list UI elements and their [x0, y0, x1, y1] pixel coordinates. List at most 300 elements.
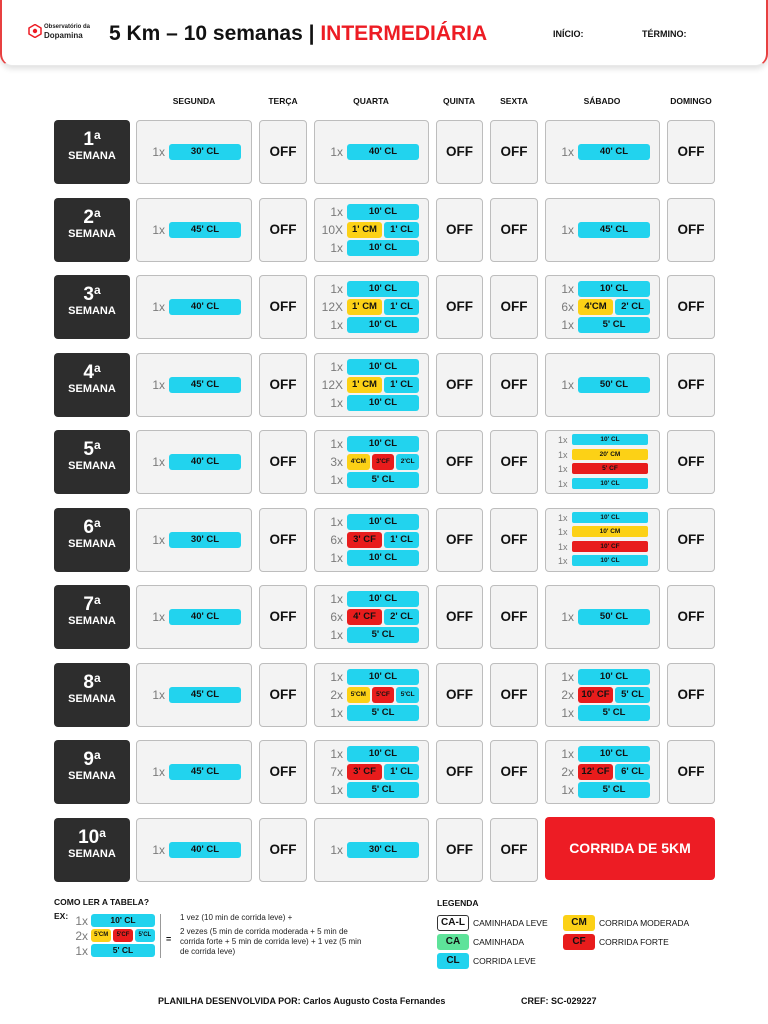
off-cell-ter: OFF — [259, 275, 307, 339]
repeat-count: 7x — [330, 765, 343, 779]
logo-mark-icon — [28, 24, 42, 38]
off-cell-sex: OFF — [490, 120, 538, 184]
week-number-value: 6 — [83, 516, 94, 538]
workout-pill-cf: 3' CF — [347, 764, 382, 780]
repeat-count: 1x — [558, 527, 568, 537]
workout-pill-cl: 30' CL — [169, 144, 241, 160]
week-label-7 — [54, 585, 130, 649]
repeat-count: 1x — [330, 514, 343, 529]
repeat-count: 1x — [152, 610, 165, 624]
workout-pill-cl: 40' CL — [578, 144, 650, 160]
repeat-count: 1x — [330, 240, 343, 255]
workout-pill-cf: 10' CF — [572, 541, 648, 552]
off-cell-qui: OFF — [436, 663, 483, 727]
legend-label: CORRIDA LEVE — [473, 956, 536, 966]
session-row — [315, 842, 428, 858]
footer-cref: CREF: SC-029227 — [521, 996, 597, 1006]
week-number-value: 8 — [83, 671, 94, 693]
off-cell-dom: OFF — [667, 585, 715, 649]
repeat-count: 1x — [152, 377, 165, 392]
off-cell-qui: OFF — [436, 508, 483, 572]
off-cell-ter: OFF — [259, 818, 307, 882]
workout-pill-cl: 45' CL — [169, 764, 241, 780]
day-cell-qua — [314, 663, 429, 727]
workout-pill-cf: 3'CF — [372, 454, 395, 470]
workout-pill-cl: 1' CL — [384, 222, 419, 238]
workout-pill-cl: 5' CL — [578, 782, 650, 798]
repeat-count: 1x — [330, 282, 343, 296]
week-number — [54, 207, 130, 228]
week-number — [54, 284, 130, 305]
session-row — [137, 687, 251, 703]
week-ordinal: a — [93, 283, 101, 297]
workout-pill-cl: 10' CL — [347, 240, 419, 256]
repeat-count: 1x — [330, 204, 343, 219]
session-row — [137, 377, 251, 393]
repeat-count: 1x — [152, 222, 165, 237]
workout-pill-cl: 10' CL — [572, 434, 648, 445]
workout-pill-cm: 4'CM — [578, 299, 613, 315]
off-cell-ter: OFF — [259, 120, 307, 184]
workout-pill-cl: 10' CL — [578, 669, 650, 685]
day-header-0: SEGUNDA — [172, 96, 216, 106]
page-title — [109, 22, 487, 46]
workout-pill-cf: 5'CF — [113, 929, 133, 942]
workout-pill-cl: 1' CL — [384, 764, 419, 780]
session-row — [315, 591, 428, 607]
example-row — [70, 914, 156, 928]
off-cell-sex: OFF — [490, 740, 538, 804]
logo-line2: Dopamina — [44, 31, 83, 40]
legend-item-cm — [563, 915, 693, 931]
repeat-count: 1x — [152, 687, 165, 702]
workout-pill-cm: 1' CM — [347, 222, 382, 238]
repeat-count: 1x — [561, 377, 574, 392]
repeat-count: 1x — [561, 222, 574, 237]
workout-pill-cl: 5' CL — [347, 627, 419, 643]
workout-pill-cl: 5'CL — [396, 687, 419, 703]
off-cell-dom: OFF — [667, 430, 715, 494]
day-cell-qua — [314, 275, 429, 339]
workout-pill-cl: 5' CL — [347, 782, 419, 798]
day-cell-sab — [545, 430, 660, 494]
day-cell-sab — [545, 663, 660, 727]
off-cell-qui: OFF — [436, 740, 483, 804]
session-row — [315, 454, 428, 470]
legend-label: CAMINHADA — [473, 937, 525, 947]
workout-pill-cl: 2' CL — [615, 299, 650, 315]
workout-pill-cl: 10' CL — [347, 204, 419, 220]
day-header-6: DOMINGO — [670, 96, 712, 106]
day-cell-sab — [545, 353, 660, 417]
repeat-count: 1x — [330, 318, 343, 332]
session-row — [546, 281, 659, 297]
legend-item-ca — [437, 934, 567, 950]
repeat-count: 3x — [330, 455, 343, 469]
session-row — [315, 359, 428, 375]
session-row — [315, 144, 428, 160]
workout-pill-cf: 3' CF — [347, 532, 382, 548]
week-number — [54, 749, 130, 770]
race-cell: CORRIDA DE 5KM — [545, 817, 715, 880]
session-row — [137, 454, 251, 470]
howto-ex-label: EX: — [54, 911, 69, 921]
off-cell-ter: OFF — [259, 740, 307, 804]
repeat-count: 1x — [561, 705, 574, 720]
example-row — [70, 944, 156, 958]
repeat-count: 2x — [75, 929, 88, 943]
workout-pill-cm: 5'CM — [91, 929, 111, 942]
workout-pill-cl: 40' CL — [169, 454, 241, 470]
repeat-count: 6x — [330, 532, 343, 547]
week-number-value: 7 — [83, 594, 94, 615]
session-row — [546, 512, 659, 524]
repeat-count: 1x — [558, 556, 568, 566]
workout-pill-cf: 4' CF — [347, 609, 382, 625]
workout-pill-cl: 50' CL — [578, 377, 650, 393]
workout-pill-cl: 10' CL — [347, 317, 419, 333]
day-header-2: QUARTA — [353, 96, 389, 106]
session-row — [546, 478, 659, 490]
workout-pill-cl: 1' CL — [384, 532, 419, 548]
week-number — [54, 672, 130, 693]
repeat-count: 1x — [561, 747, 574, 761]
session-row — [546, 555, 659, 567]
session-row — [546, 526, 659, 538]
workout-pill-cl: 50' CL — [578, 609, 650, 625]
off-cell-dom: OFF — [667, 120, 715, 184]
workout-pill-cl: 6' CL — [615, 764, 650, 780]
week-ordinal: a — [93, 593, 101, 607]
session-row — [546, 449, 659, 461]
off-cell-ter: OFF — [259, 430, 307, 494]
day-header-1: TERÇA — [268, 96, 298, 106]
workout-pill-cm: 10' CM — [572, 526, 648, 537]
off-cell-ter: OFF — [259, 585, 307, 649]
repeat-count: 12X — [321, 377, 343, 392]
day-header-3: QUINTA — [443, 96, 475, 106]
day-cell-seg — [136, 663, 252, 727]
week-word: SEMANA — [68, 537, 116, 550]
session-row — [546, 463, 659, 475]
day-cell-sab — [545, 508, 660, 572]
repeat-count: 1x — [152, 300, 165, 314]
off-cell-sex: OFF — [490, 353, 538, 417]
session-row — [315, 532, 428, 548]
day-cell-qua — [314, 198, 429, 262]
week-number — [54, 827, 130, 848]
legend-code: CF — [563, 934, 595, 950]
session-row — [546, 705, 659, 721]
off-cell-dom: OFF — [667, 353, 715, 417]
session-row — [546, 434, 659, 446]
repeat-count: 1x — [561, 145, 574, 159]
week-number — [54, 129, 130, 150]
repeat-count: 1x — [558, 449, 568, 460]
workout-pill-cl: 30' CL — [347, 842, 419, 858]
workout-pill-cl: 40' CL — [169, 609, 241, 625]
session-row — [137, 764, 251, 780]
week-ordinal: a — [93, 360, 101, 375]
day-cell-seg — [136, 508, 252, 572]
logo-line1: Observatório da — [44, 24, 91, 30]
day-cell-seg — [136, 198, 252, 262]
week-number-value: 1 — [83, 129, 94, 150]
workout-pill-cl: 5' CL — [347, 472, 419, 488]
legend-label: CORRIDA MODERADA — [599, 918, 690, 928]
workout-pill-cf: 5'CF — [372, 687, 395, 703]
session-row — [315, 395, 428, 411]
off-cell-sex: OFF — [490, 508, 538, 572]
repeat-count: 6x — [330, 610, 343, 624]
workout-pill-cl: 45' CL — [169, 687, 241, 703]
week-number-value: 5 — [83, 439, 94, 460]
week-label-4 — [54, 353, 130, 417]
off-cell-qui: OFF — [436, 430, 483, 494]
workout-pill-cl: 10' CL — [347, 591, 419, 607]
repeat-count: 1x — [561, 610, 574, 624]
day-cell-sab — [545, 585, 660, 649]
workout-pill-cl: 10' CL — [347, 436, 419, 452]
workout-pill-cl: 1' CL — [384, 377, 419, 393]
workout-pill-cl: 2' CL — [384, 609, 419, 625]
session-row — [137, 144, 251, 160]
session-row — [315, 436, 428, 452]
legend-item-cl — [437, 953, 567, 969]
repeat-count: 10X — [321, 222, 343, 237]
session-row — [546, 782, 659, 798]
session-row — [315, 746, 428, 762]
week-ordinal: a — [93, 515, 101, 530]
session-row — [315, 222, 428, 238]
week-ordinal: a — [93, 670, 101, 685]
repeat-count: 1x — [152, 455, 165, 469]
title-main: 5 Km – 10 semanas | — [109, 22, 321, 45]
repeat-count: 1x — [561, 783, 574, 797]
week-word: SEMANA — [68, 227, 116, 240]
week-ordinal: a — [93, 205, 101, 220]
repeat-count: 1x — [75, 944, 88, 958]
day-cell-seg — [136, 120, 252, 184]
workout-pill-cl: 10' CL — [347, 359, 419, 375]
workout-pill-cf: 12' CF — [578, 764, 613, 780]
repeat-count: 1x — [558, 435, 568, 445]
week-word: SEMANA — [68, 847, 116, 860]
workout-pill-cl: 10' CL — [572, 555, 648, 566]
legend-code: CL — [437, 953, 469, 969]
week-number-value: 9 — [83, 749, 94, 770]
off-cell-dom: OFF — [667, 663, 715, 727]
day-cell-seg — [136, 430, 252, 494]
repeat-count: 1x — [330, 395, 343, 410]
workout-pill-cm: 5'CM — [347, 687, 370, 703]
week-label-1 — [54, 120, 130, 184]
off-cell-qui: OFF — [436, 585, 483, 649]
session-row — [137, 532, 251, 548]
session-row — [315, 609, 428, 625]
session-row — [315, 550, 428, 566]
off-cell-sex: OFF — [490, 585, 538, 649]
legend-code: CM — [563, 915, 595, 931]
day-header-4: SEXTA — [500, 96, 528, 106]
repeat-count: 1x — [75, 914, 88, 928]
repeat-count: 1x — [330, 669, 343, 684]
session-row — [315, 627, 428, 643]
repeat-count: 1x — [330, 783, 343, 797]
workout-pill-cl: 10' CL — [578, 746, 650, 762]
workout-pill-cl: 45' CL — [169, 377, 241, 393]
repeat-count: 1x — [330, 747, 343, 761]
week-word: SEMANA — [68, 460, 116, 472]
week-word: SEMANA — [68, 382, 116, 395]
howto-title: COMO LER A TABELA? — [54, 897, 150, 907]
off-cell-dom: OFF — [667, 740, 715, 804]
workout-pill-cl: 1' CL — [384, 299, 419, 315]
workout-pill-cl: 10' CL — [347, 514, 419, 530]
legend-label: CAMINHADA LEVE — [473, 918, 548, 928]
off-cell-dom: OFF — [667, 275, 715, 339]
off-cell-sex: OFF — [490, 430, 538, 494]
repeat-count: 1x — [152, 765, 165, 779]
day-cell-seg — [136, 275, 252, 339]
off-cell-sex: OFF — [490, 663, 538, 727]
repeat-count: 1x — [330, 437, 343, 451]
repeat-count: 1x — [561, 318, 574, 332]
legend-item-ca-l — [437, 915, 567, 931]
session-row — [315, 764, 428, 780]
session-row — [546, 764, 659, 780]
day-cell-seg — [136, 740, 252, 804]
workout-pill-cl: 5' CL — [615, 687, 650, 703]
day-cell-sab — [545, 120, 660, 184]
workout-pill-cl: 10' CL — [347, 669, 419, 685]
week-word: SEMANA — [68, 150, 116, 162]
session-row — [137, 222, 251, 238]
session-row — [546, 377, 659, 393]
session-row — [315, 317, 428, 333]
workout-pill-cl: 5' CL — [578, 705, 650, 721]
workout-pill-cl: 10' CL — [572, 512, 648, 523]
off-cell-qui: OFF — [436, 120, 483, 184]
legend-code: CA — [437, 934, 469, 950]
day-cell-seg — [136, 585, 252, 649]
workout-pill-cl: 40' CL — [169, 842, 241, 858]
workout-pill-cl: 40' CL — [169, 299, 241, 315]
workout-pill-cl: 10' CL — [347, 281, 419, 297]
workout-pill-cl: 5' CL — [347, 705, 419, 721]
repeat-count: 1x — [330, 359, 343, 374]
day-cell-sab — [545, 740, 660, 804]
logo — [28, 22, 91, 46]
off-cell-dom: OFF — [667, 198, 715, 262]
howto-equals: = — [166, 934, 172, 944]
off-cell-sex: OFF — [490, 275, 538, 339]
legend-code: CA-L — [437, 915, 469, 931]
session-row — [315, 240, 428, 256]
day-cell-qua — [314, 120, 429, 184]
week-label-2 — [54, 198, 130, 262]
session-row — [315, 705, 428, 721]
week-word: SEMANA — [68, 305, 116, 317]
workout-pill-cl: 10' CL — [578, 281, 650, 297]
week-label-10 — [54, 818, 130, 882]
repeat-count: 2x — [561, 765, 574, 779]
session-row — [546, 687, 659, 703]
off-cell-ter: OFF — [259, 663, 307, 727]
day-header-5: SÁBADO — [583, 96, 621, 106]
workout-pill-cl: 10' CL — [347, 746, 419, 762]
day-cell-qua — [314, 508, 429, 572]
start-date-label: INÍCIO: — [553, 29, 584, 39]
repeat-count: 2x — [561, 687, 574, 702]
off-cell-sex: OFF — [490, 198, 538, 262]
session-row — [137, 299, 251, 315]
week-ordinal: a — [93, 128, 101, 142]
workout-pill-cl: 5'CL — [135, 929, 155, 942]
session-row — [315, 377, 428, 393]
week-label-3 — [54, 275, 130, 339]
session-row — [315, 204, 428, 220]
repeat-count: 1x — [558, 541, 568, 552]
workout-pill-cl: 10' CL — [91, 914, 155, 927]
off-cell-qui: OFF — [436, 198, 483, 262]
off-cell-sex: OFF — [490, 818, 538, 882]
day-cell-seg — [136, 818, 252, 882]
session-row — [137, 842, 251, 858]
day-cell-qua — [314, 353, 429, 417]
week-number-value: 4 — [83, 361, 94, 383]
howto-line1: 1 vez (10 min de corrida leve) + — [180, 913, 293, 922]
repeat-count: 1x — [558, 478, 568, 489]
workout-pill-cm: 1' CM — [347, 299, 382, 315]
repeat-count: 1x — [330, 842, 343, 857]
repeat-count: 1x — [330, 550, 343, 565]
workout-pill-cl: 10' CL — [572, 478, 648, 489]
workout-pill-cf: 10' CF — [578, 687, 613, 703]
week-ordinal: a — [93, 748, 101, 762]
repeat-count: 1x — [152, 532, 165, 547]
week-number-value: 3 — [83, 284, 94, 305]
week-number — [54, 594, 130, 615]
session-row — [315, 299, 428, 315]
session-row — [546, 746, 659, 762]
workout-pill-cl: 45' CL — [169, 222, 241, 238]
repeat-count: 1x — [561, 669, 574, 684]
session-row — [315, 514, 428, 530]
day-cell-qua — [314, 818, 429, 882]
workout-pill-cm: 4'CM — [347, 454, 370, 470]
week-label-9 — [54, 740, 130, 804]
repeat-count: 2x — [330, 687, 343, 702]
week-number-value: 2 — [83, 206, 94, 228]
repeat-count: 1x — [558, 512, 568, 523]
workout-pill-cl: 10' CL — [347, 395, 419, 411]
off-cell-ter: OFF — [259, 198, 307, 262]
legend-item-cf — [563, 934, 693, 950]
footer-credit: PLANILHA DESENVOLVIDA POR: Carlos Augusto Costa Fernandes — [158, 996, 446, 1006]
legend-label: CORRIDA FORTE — [599, 937, 669, 947]
day-cell-sab — [545, 198, 660, 262]
workout-pill-cm: 20' CM — [572, 449, 648, 460]
off-cell-ter: OFF — [259, 353, 307, 417]
header — [0, 0, 768, 66]
week-ordinal: a — [93, 438, 101, 452]
session-row — [315, 472, 428, 488]
workout-pill-cl: 45' CL — [578, 222, 650, 238]
session-row — [546, 669, 659, 685]
off-cell-qui: OFF — [436, 275, 483, 339]
end-date-label: TÉRMINO: — [642, 29, 687, 39]
